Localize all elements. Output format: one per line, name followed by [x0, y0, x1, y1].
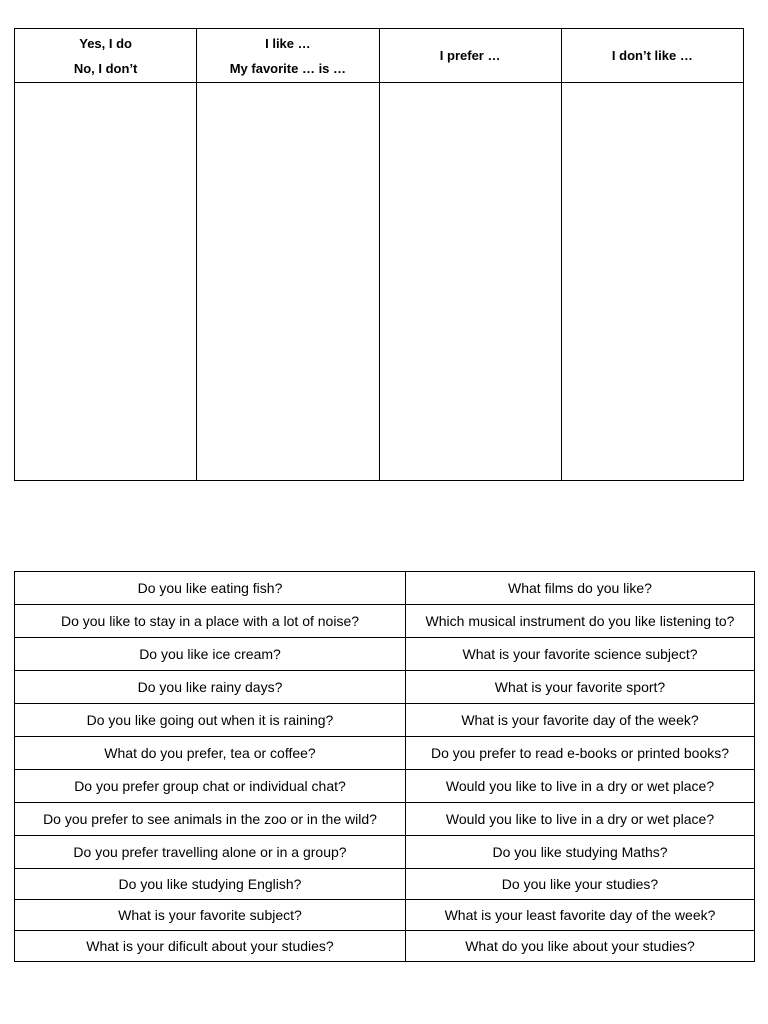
- question-cell: Do you prefer to read e-books or printed books?: [406, 737, 755, 770]
- question-cell: Do you prefer group chat or individual chat?: [15, 770, 406, 803]
- header-dont-like-line-1: I don’t like …: [611, 48, 693, 63]
- question-cell: What do you prefer, tea or coffee?: [15, 737, 406, 770]
- header-yes-no-line-1: Yes, I do: [79, 35, 132, 51]
- header-prefer: [379, 29, 561, 83]
- table-row: [15, 836, 755, 869]
- question-cell: Would you like to live in a dry or wet place?: [406, 770, 755, 803]
- question-cell: What is your favorite sport?: [406, 671, 755, 704]
- question-cell: What is your favorite day of the week?: [406, 704, 755, 737]
- question-cell: Do you like to stay in a place with a lot of noise?: [15, 605, 406, 638]
- response-table: [14, 28, 744, 481]
- table-row: [15, 803, 755, 836]
- question-cell: Do you like eating fish?: [15, 572, 406, 605]
- question-cell: Do you prefer travelling alone or in a group?: [15, 836, 406, 869]
- question-cell: What is your dificult about your studies?: [15, 931, 406, 962]
- table-row: [15, 770, 755, 803]
- header-dont-like: [561, 29, 743, 83]
- question-cell: Do you like studying English?: [15, 869, 406, 900]
- table-row: [15, 869, 755, 900]
- table-row: [15, 931, 755, 962]
- answer-cell-prefer[interactable]: [379, 83, 561, 481]
- question-cell: Which musical instrument do you like listening to?: [406, 605, 755, 638]
- question-cell: What is your least favorite day of the week?: [406, 900, 755, 931]
- answer-cell-dont-like[interactable]: [561, 83, 743, 481]
- response-header-row: [15, 29, 744, 83]
- header-like-line-2: My favorite … is …: [229, 60, 347, 76]
- table-row: [15, 671, 755, 704]
- question-cell: Would you like to live in a dry or wet place?: [406, 803, 755, 836]
- table-row: [15, 704, 755, 737]
- question-cell: What do you like about your studies?: [406, 931, 755, 962]
- question-cell: Do you like going out when it is raining?: [15, 704, 406, 737]
- table-row: [15, 572, 755, 605]
- question-cell: What is your favorite subject?: [15, 900, 406, 931]
- table-row: [15, 737, 755, 770]
- table-row: [15, 900, 755, 931]
- question-cell: Do you prefer to see animals in the zoo or in the wild?: [15, 803, 406, 836]
- header-prefer-line-1: I prefer …: [439, 48, 501, 63]
- header-yes-no: [15, 29, 197, 83]
- answer-cell-yes-no[interactable]: [15, 83, 197, 481]
- question-table: [14, 571, 755, 962]
- header-like-line-1: I like …: [265, 35, 311, 51]
- question-cell: What films do you like?: [406, 572, 755, 605]
- question-cell: Do you like your studies?: [406, 869, 755, 900]
- question-cell: Do you like studying Maths?: [406, 836, 755, 869]
- question-cell: Do you like ice cream?: [15, 638, 406, 671]
- table-row: [15, 638, 755, 671]
- answer-cell-like-favorite[interactable]: [197, 83, 379, 481]
- header-like-favorite: [197, 29, 379, 83]
- question-cell: What is your favorite science subject?: [406, 638, 755, 671]
- table-row: [15, 605, 755, 638]
- response-answer-row: [15, 83, 744, 481]
- header-yes-no-line-2: No, I don’t: [73, 60, 138, 76]
- question-cell: Do you like rainy days?: [15, 671, 406, 704]
